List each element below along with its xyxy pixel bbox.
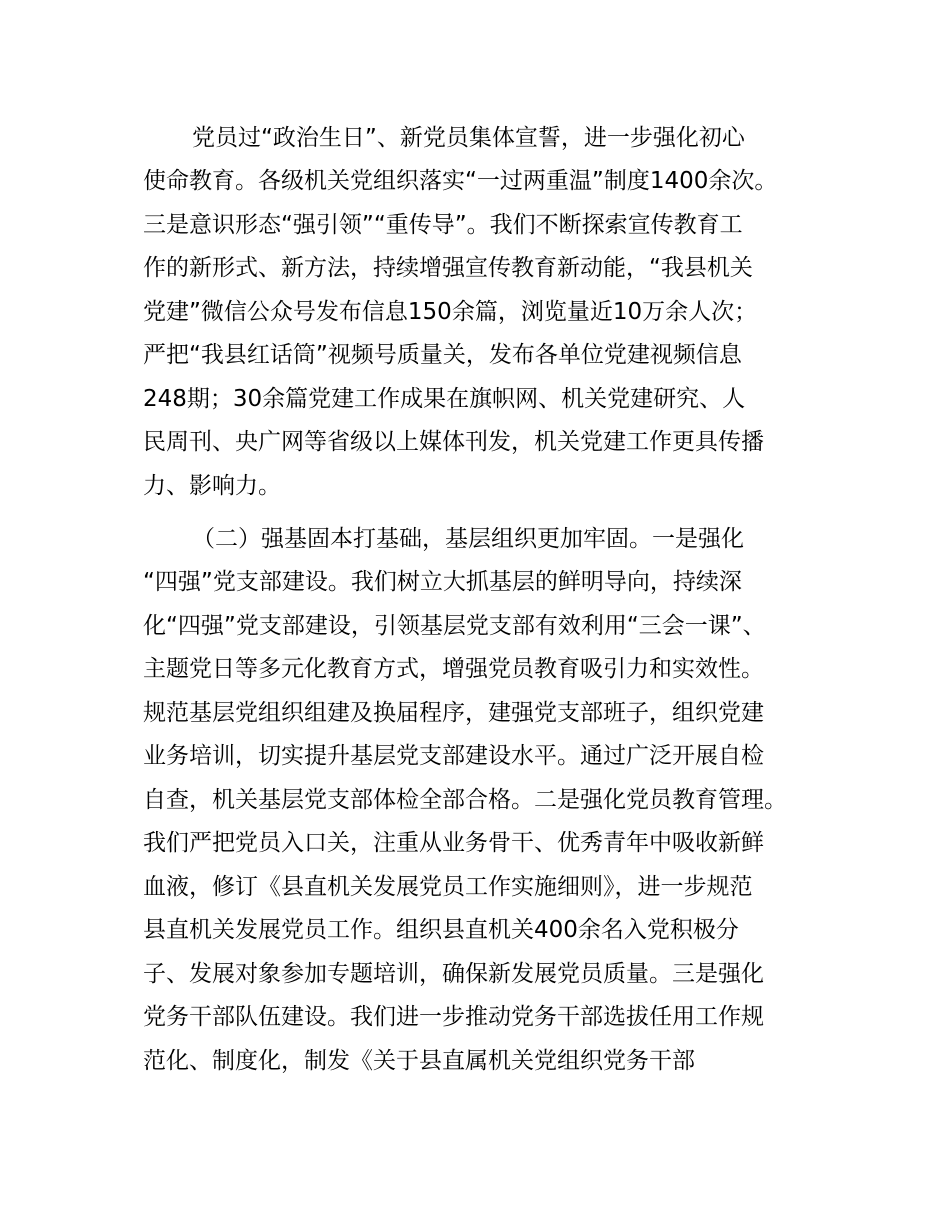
paragraph-2-line: “四强”党支部建设。我们树立大抓基层的鲜明导向，持续深 bbox=[143, 569, 742, 595]
paragraph-1-line: 三是意识形态“强引领”“重传导”。我们不断探索宣传教育工 bbox=[143, 212, 743, 238]
paragraph-1-line: 力、影响力。 bbox=[143, 473, 281, 499]
paragraph-2-line: 县直机关发展党员工作。组织县直机关400余名入党积极分 bbox=[143, 917, 739, 943]
paragraph-1-line: 严把“我县红话筒”视频号质量关，发布各单位党建视频信息 bbox=[143, 342, 742, 368]
paragraph-1-line: 党员过“政治生日”、新党员集体宣誓，进一步强化初心 bbox=[192, 125, 745, 151]
paragraph-2-line: 党务干部队伍建设。我们进一步推动党务干部选拔任用工作规 bbox=[143, 1004, 764, 1030]
paragraph-2-line: 化“四强”党支部建设，引领基层党支部有效利用“三会一课”、 bbox=[143, 613, 766, 639]
paragraph-2-line: 主题党日等多元化教育方式，增强党员教育吸引力和实效性。 bbox=[143, 656, 764, 682]
paragraph-2-line: 业务培训，切实提升基层党支部建设水平。通过广泛开展自检 bbox=[143, 743, 764, 769]
paragraph-1-line: 作的新形式、新方法，持续增强宣传教育新动能，“我县机关 bbox=[143, 255, 753, 281]
paragraph-1-line: 党建”微信公众号发布信息150余篇，浏览量近10万余人次； bbox=[143, 299, 758, 325]
paragraph-2-line: 子、发展对象参加专题培训，确保新发展党员质量。三是强化 bbox=[143, 961, 764, 987]
paragraph-1-line: 民周刊、央广网等省级以上媒体刊发，机关党建工作更具传播 bbox=[143, 429, 764, 455]
paragraph-2-line: 范化、制度化，制发《关于县直属机关党组织党务干部 bbox=[143, 1048, 695, 1074]
paragraph-1-line: 使命教育。各级机关党组织落实“一过两重温”制度1400余次。 bbox=[143, 168, 778, 194]
paragraph-2-line: 我们严把党员入口关，注重从业务骨干、优秀青年中吸收新鲜 bbox=[143, 830, 764, 856]
paragraph-2-line: 自查，机关基层党支部体检全部合格。二是强化党员教育管理。 bbox=[143, 787, 787, 813]
paragraph-2-line: 血液，修订《县直机关发展党员工作实施细则》，进一步规范 bbox=[143, 874, 753, 900]
paragraph-2-line: （二）强基固本打基础，基层组织更加牢固。一是强化 bbox=[192, 526, 744, 552]
paragraph-2-line: 规范基层党组织组建及换届程序，建强党支部班子，组织党建 bbox=[143, 700, 764, 726]
paragraph-1-line: 248期；30余篇党建工作成果在旗帜网、机关党建研究、人 bbox=[143, 386, 746, 412]
